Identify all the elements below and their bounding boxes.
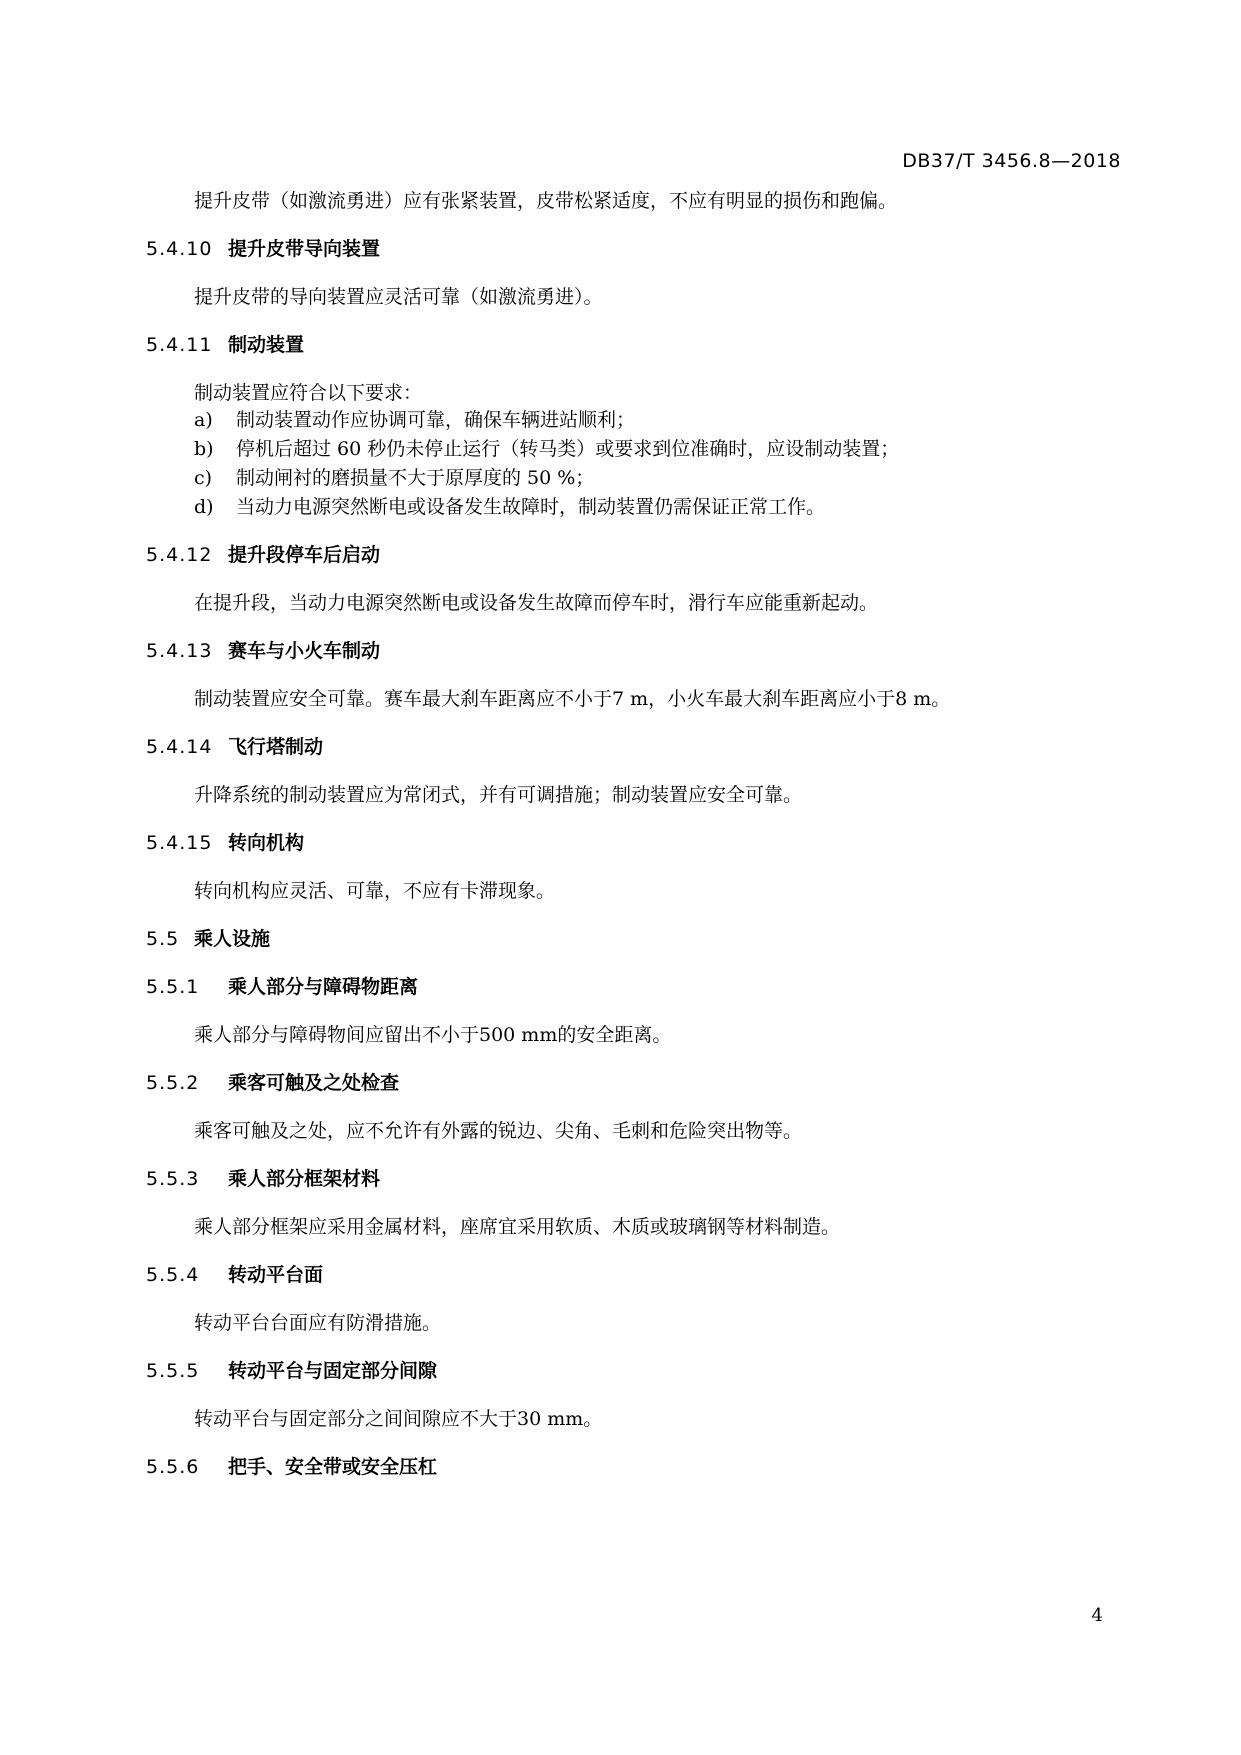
section-number: 5.4.12 <box>146 544 213 566</box>
section-number: 5.4.10 <box>146 238 213 260</box>
document-body <box>146 188 1126 1480</box>
section-number: 5.5.6 <box>146 1456 200 1478</box>
paragraph: 制动装置应符合以下要求： <box>194 382 423 404</box>
section-title: 乘人部分框架材料 <box>228 1168 381 1190</box>
section-heading <box>146 1166 1126 1192</box>
section-heading <box>146 926 1126 952</box>
section-number: 5.5.5 <box>146 1360 200 1382</box>
section-title: 把手、安全带或安全压杠 <box>228 1456 438 1478</box>
section-number: 5.5 <box>146 928 180 950</box>
section-heading <box>146 638 1126 664</box>
page-number: 4 <box>1091 1605 1103 1626</box>
paragraph: 转动平台台面应有防滑措施。 <box>194 1312 442 1334</box>
section-number: 5.4.14 <box>146 736 213 758</box>
section-number: 5.5.4 <box>146 1264 200 1286</box>
section-title: 飞行塔制动 <box>228 736 324 758</box>
paragraph: 转向机构应灵活、可靠，不应有卡滞现象。 <box>194 880 556 902</box>
list-item-text: 制动闸衬的磨损量不大于原厚度的 50 %； <box>236 467 595 489</box>
list-marker: a) <box>194 409 213 431</box>
section-heading <box>146 1070 1126 1096</box>
paragraph: 提升皮带（如激流勇进）应有张紧装置，皮带松紧适度，不应有明显的损伤和跑偏。 <box>194 190 898 212</box>
section-title: 制动装置 <box>228 334 305 356</box>
section-number: 5.4.11 <box>146 334 213 356</box>
section-heading <box>146 1454 1126 1480</box>
paragraph: 转动平台与固定部分之间间隙应不大于30 mm。 <box>194 1408 603 1430</box>
paragraph: 乘人部分与障碍物间应留出不小于500 mm的安全距离。 <box>194 1024 672 1046</box>
section-title: 乘人部分与障碍物距离 <box>228 976 419 998</box>
section-heading <box>146 1262 1126 1288</box>
section-title: 转动平台面 <box>228 1264 324 1286</box>
list-item-text: 制动装置动作应协调可靠，确保车辆进站顺利； <box>236 409 636 431</box>
requirement-list <box>146 406 1126 522</box>
list-item <box>146 406 1126 435</box>
section-heading <box>146 236 1126 262</box>
paragraph: 提升皮带的导向装置应灵活可靠（如激流勇进）。 <box>194 286 603 308</box>
section-title: 转向机构 <box>228 832 305 854</box>
section-heading <box>146 1358 1126 1384</box>
section-number: 5.5.3 <box>146 1168 200 1190</box>
list-marker: c) <box>194 467 213 489</box>
paragraph: 乘人部分框架应采用金属材料，座席宜采用软质、木质或玻璃钢等材料制造。 <box>194 1216 841 1238</box>
section-heading <box>146 542 1126 568</box>
list-item-text: 停机后超过 60 秒仍未停止运行（转马类）或要求到位准确时，应设制动装置； <box>236 438 900 460</box>
list-marker: d) <box>194 496 214 518</box>
list-item <box>146 435 1126 464</box>
section-number: 5.4.13 <box>146 640 213 662</box>
list-marker: b) <box>194 438 214 460</box>
section-title: 转动平台与固定部分间隙 <box>228 1360 438 1382</box>
section-number: 5.5.2 <box>146 1072 200 1094</box>
section-heading <box>146 332 1126 358</box>
paragraph: 在提升段，当动力电源突然断电或设备发生故障而停车时，滑行车应能重新起动。 <box>194 592 879 614</box>
section-number: 5.4.15 <box>146 832 213 854</box>
paragraph: 乘客可触及之处，应不允许有外露的锐边、尖角、毛刺和危险突出物等。 <box>194 1120 803 1142</box>
section-title: 提升皮带导向装置 <box>228 238 381 260</box>
list-item <box>146 493 1126 522</box>
section-heading <box>146 974 1126 1000</box>
section-heading <box>146 830 1126 856</box>
list-item <box>146 464 1126 493</box>
section-heading <box>146 734 1126 760</box>
section-title: 赛车与小火车制动 <box>228 640 381 662</box>
section-title: 乘人设施 <box>194 928 271 950</box>
list-item-text: 当动力电源突然断电或设备发生故障时，制动装置仍需保证正常工作。 <box>236 496 826 518</box>
paragraph: 制动装置应安全可靠。赛车最大刹车距离应不小于7 m，小火车最大刹车距离应小于8 m。 <box>194 688 951 710</box>
section-number: 5.5.1 <box>146 976 200 998</box>
paragraph: 升降系统的制动装置应为常闭式，并有可调措施；制动装置应安全可靠。 <box>194 784 803 806</box>
document-id: DB37/T 3456.8—2018 <box>902 150 1121 172</box>
section-title: 提升段停车后启动 <box>228 544 381 566</box>
section-title: 乘客可触及之处检查 <box>228 1072 400 1094</box>
